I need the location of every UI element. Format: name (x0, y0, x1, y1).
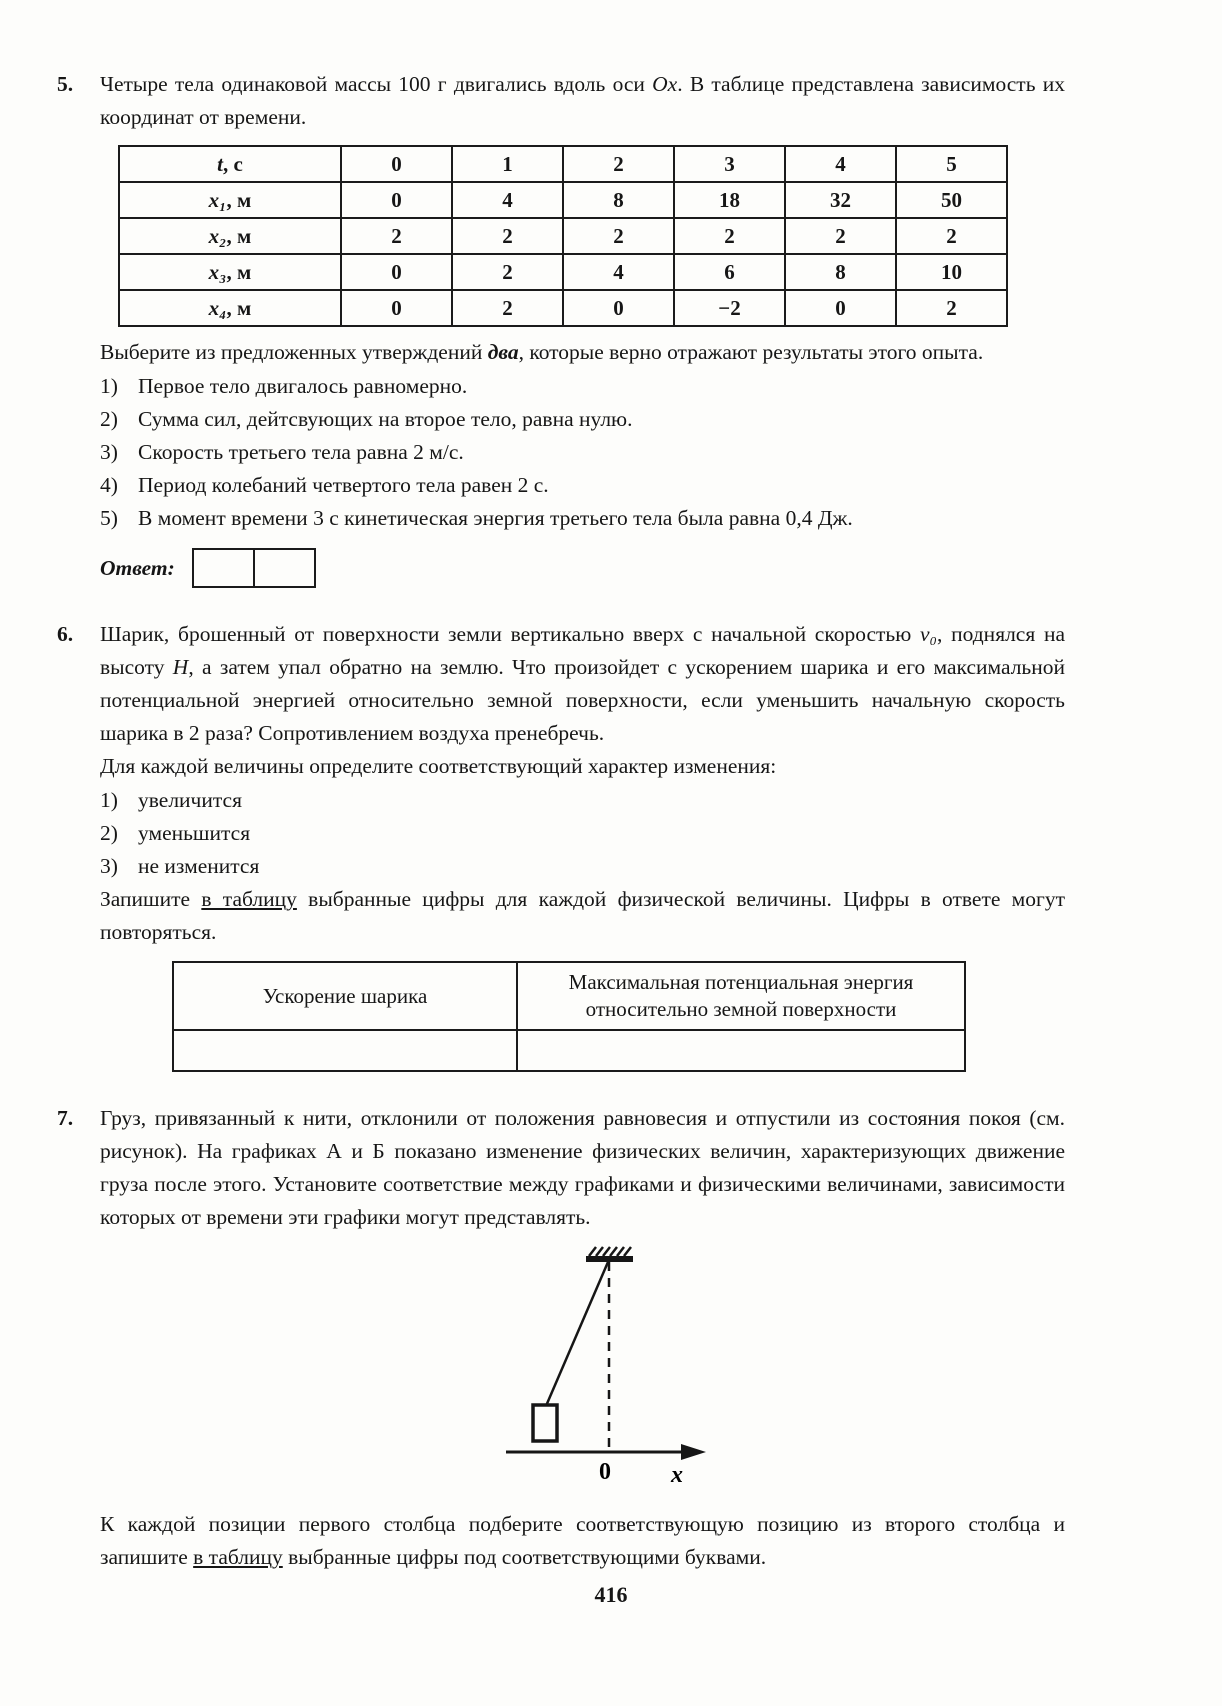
option-number: 2) (100, 407, 118, 431)
choose-emphasis: два (487, 340, 519, 364)
choose-text: , которые верно отражают результаты этого опыта. (518, 340, 984, 364)
cell: 0 (341, 290, 452, 326)
option-text: В момент времени 3 с кинетическая энергия третьего тела была равна 0,4 Дж. (138, 506, 853, 530)
list-item (100, 403, 1065, 436)
answer-label: Ответ: (100, 555, 175, 580)
list-item (100, 436, 1065, 469)
problem-5-options (100, 370, 1065, 535)
problem-6-write-instruction (100, 883, 1065, 949)
ceiling-hatching-icon (589, 1247, 631, 1256)
intro-text: . В таблице представлена зависимость их координат от времени. (100, 72, 1065, 129)
cell: 32 (785, 182, 896, 218)
cell: 8 (785, 254, 896, 290)
write-text: выбранные цифры для каждой физической величины. Цифры в ответе могут повторяться. (100, 887, 1065, 944)
pendulum-weight (533, 1405, 557, 1441)
problem-6 (57, 618, 1065, 1076)
list-item (100, 502, 1065, 535)
answer-box (192, 548, 316, 588)
page-content (57, 68, 1065, 1574)
option-text: Период колебаний четвертого тела равен 2 с. (138, 473, 549, 497)
row-label (119, 218, 341, 254)
answer-cell-1[interactable] (194, 550, 255, 586)
problem-5-number: 5. (57, 72, 74, 96)
outro-text-underlined: в таблицу (193, 1545, 283, 1569)
cell: 4 (785, 146, 896, 182)
list-item (100, 370, 1065, 403)
option-text: Скорость третьего тела равна 2 м/с. (138, 440, 464, 464)
x-axis-arrowhead-icon (681, 1444, 706, 1460)
cell: 2 (674, 218, 785, 254)
cell: 0 (341, 146, 452, 182)
option-number: 4) (100, 473, 118, 497)
cell: 0 (563, 290, 674, 326)
unit-label: , м (226, 223, 252, 248)
column-header-acceleration: Ускорение шарика (173, 962, 517, 1030)
option-number: 3) (100, 440, 118, 464)
answer-cell-2[interactable] (255, 550, 314, 586)
problem-6-options (100, 784, 1065, 883)
cell: 4 (563, 254, 674, 290)
cell: 2 (785, 218, 896, 254)
cell: 2 (896, 290, 1007, 326)
problem-7-body (100, 1102, 1065, 1574)
intro-text: Четыре тела одинаковой массы 100 г двигались вдоль оси (100, 72, 653, 96)
cell: 5 (896, 146, 1007, 182)
problem-5-intro (100, 68, 1065, 134)
cell: 6 (674, 254, 785, 290)
initial-velocity-symbol: v₀ (920, 622, 938, 646)
cell: 2 (341, 218, 452, 254)
option-text: не изменится (138, 854, 260, 878)
cell: 0 (341, 254, 452, 290)
unit-label: , м (226, 295, 252, 320)
column-header-potential-energy: Максимальная потенциальная энергия относительно земной поверхности (517, 962, 965, 1030)
coordinates-table (118, 145, 1008, 327)
variable-symbol: t (217, 151, 223, 176)
cell: 2 (563, 146, 674, 182)
problem-7-number: 7. (57, 1106, 74, 1130)
option-text: Первое тело двигалось равномерно. (138, 374, 468, 398)
problem-7-outro (100, 1508, 1065, 1574)
list-item (100, 850, 1065, 883)
variable-symbol: x₄ (208, 295, 227, 320)
unit-label: , м (226, 187, 252, 212)
cell: 2 (563, 218, 674, 254)
answer-cell-potential-energy[interactable] (517, 1030, 965, 1071)
list-item (100, 817, 1065, 850)
page-number: 416 (594, 1582, 628, 1607)
table-row-x4 (119, 290, 1007, 326)
problem-5-choose-statement (100, 336, 1065, 369)
outro-text: К каждой позиции первого столбца подберите соответствующую позицию из второго столбца и запишите (100, 1512, 1065, 1569)
problem-6-instruction: Для каждой величины определите соответствующий характер изменения: (100, 754, 777, 778)
cell: 50 (896, 182, 1007, 218)
ox-axis-symbol: Ox (652, 72, 678, 96)
cell: 8 (563, 182, 674, 218)
pendulum-string (546, 1262, 608, 1406)
row-label (119, 146, 341, 182)
cell: 0 (341, 182, 452, 218)
table-row-x2 (119, 218, 1007, 254)
statement-text: , поднялся на высоту (100, 622, 1065, 679)
cell: 2 (452, 290, 563, 326)
option-number: 3) (100, 854, 118, 878)
cell: 18 (674, 182, 785, 218)
cell: 4 (452, 182, 563, 218)
option-text: уменьшится (138, 821, 251, 845)
cell: 0 (785, 290, 896, 326)
cell: 1 (452, 146, 563, 182)
option-number: 1) (100, 788, 118, 812)
pendulum-figure (503, 1244, 733, 1492)
table-answer-row (173, 1030, 965, 1071)
option-number: 1) (100, 374, 118, 398)
option-number: 2) (100, 821, 118, 845)
unit-label: , м (226, 259, 252, 284)
answer-row (100, 545, 1065, 591)
problem-7 (57, 1102, 1065, 1574)
cell: 2 (452, 218, 563, 254)
row-label (119, 254, 341, 290)
option-text: Сумма сил, дейтсвующих на второе тело, равна нулю. (138, 407, 633, 431)
table-row-x3 (119, 254, 1007, 290)
option-number: 5) (100, 506, 118, 530)
x-axis-label: x (671, 1462, 683, 1488)
variable-symbol: x₂ (208, 223, 227, 248)
problem-5 (57, 68, 1065, 591)
write-text-underlined: в таблицу (201, 887, 297, 911)
height-symbol: H (172, 655, 189, 679)
pendulum-diagram (503, 1244, 733, 1492)
row-label (119, 182, 341, 218)
problem-5-body (100, 68, 1065, 591)
table-row-x1 (119, 182, 1007, 218)
option-text: увеличится (138, 788, 242, 812)
cell: −2 (674, 290, 785, 326)
cell: 2 (896, 218, 1007, 254)
row-label (119, 290, 341, 326)
problem-7-statement: Груз, привязанный к нити, отклонили от положения равновесия и отпустили из состояния покоя (см. рисунок). На графиках А и Б показано изменение физических величин, характеризующих движение груза после этого. Установите соответствие между графиками и физическими величинами, зависимости которых от времени эти графики могут представлять. (100, 1106, 1065, 1229)
cell: 10 (896, 254, 1007, 290)
answer-cell-acceleration[interactable] (173, 1030, 517, 1071)
list-item (100, 784, 1065, 817)
table-header-row (173, 962, 965, 1030)
unit-label: , с (223, 151, 243, 176)
origin-label: 0 (599, 1459, 611, 1485)
problem-6-number: 6. (57, 622, 74, 646)
problem-6-statement (100, 618, 1065, 750)
outro-text: выбранные цифры под соответствующими буквами. (282, 1545, 767, 1569)
statement-text: Шарик, брошенный от поверхности земли вертикально вверх с начальной скоростью (100, 622, 920, 646)
answer-table (172, 961, 966, 1072)
table-row-time (119, 146, 1007, 182)
statement-text: , а затем упал обратно на землю. Что произойдет с ускорением шарика и его максимальной потенциальной энергией относительно земной поверхности, если уменьшить начальную скорость шарика в 2 раза? Сопротивлением воздуха пренебречь. (100, 655, 1066, 745)
cell: 2 (452, 254, 563, 290)
variable-symbol: x₁ (208, 187, 227, 212)
cell: 3 (674, 146, 785, 182)
write-text: Запишите (100, 887, 202, 911)
problem-6-body (100, 618, 1065, 1076)
choose-text: Выберите из предложенных утверждений (100, 340, 488, 364)
list-item (100, 469, 1065, 502)
variable-symbol: x₃ (208, 259, 227, 284)
